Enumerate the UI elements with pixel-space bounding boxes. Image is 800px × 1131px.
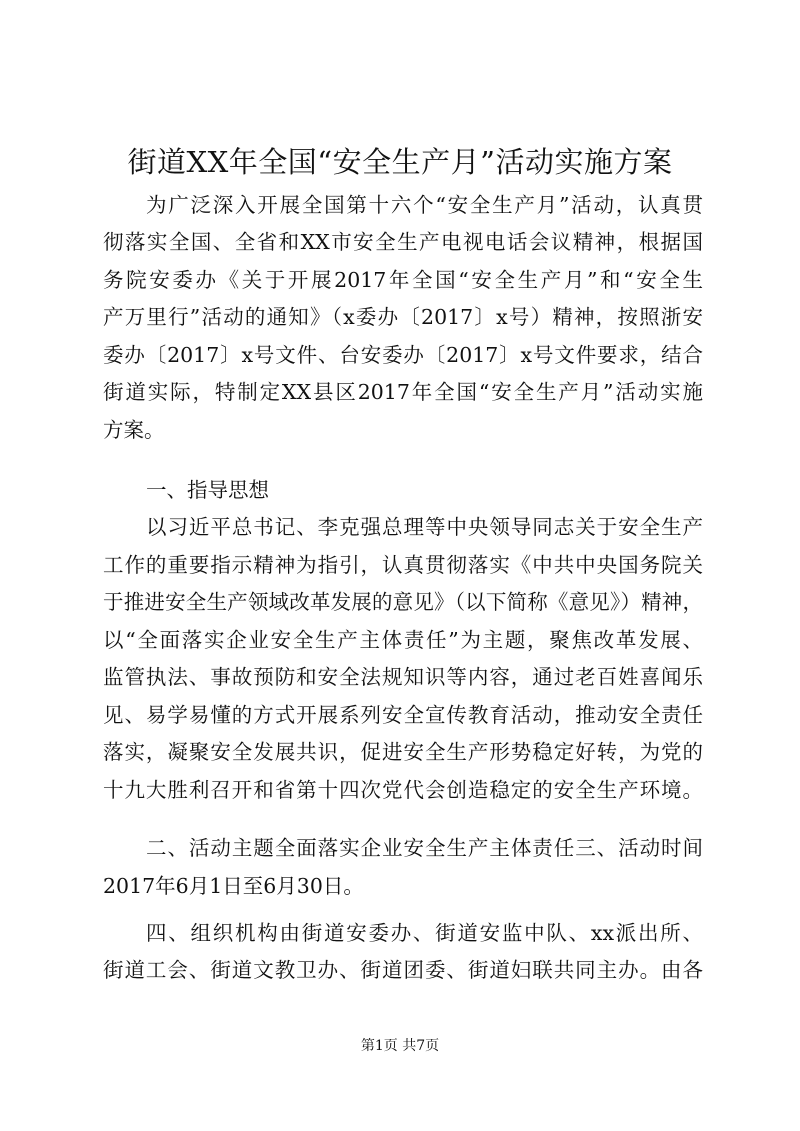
document-title: 街道XX年全国“安全生产月”活动实施方案	[127, 145, 673, 179]
section-heading: 二、活动主题全面落实企业安全生产主体责任三、活动时间	[146, 836, 703, 860]
paragraph-line: 彻落实全国、全省和XX市安全生产电视电话会议精神，根据国	[103, 230, 703, 254]
section-heading: 四、组织机构由街道安委办、街道安监中队、xx派出所、	[146, 921, 703, 945]
paragraph-line: 落实，凝聚安全发展共识，促进安全生产形势稳定好转，为党的	[103, 740, 703, 764]
paragraph-line: 见、易学易懂的方式开展系列安全宣传教育活动，推动安全责任	[103, 703, 703, 727]
paragraph-line: 务院安委办《关于开展2017年全国“安全生产月”和“安全生	[103, 268, 703, 292]
paragraph-line: 十九大胜利召开和省第十四次党代会创造稳定的安全生产环境。	[103, 778, 703, 802]
paragraph-line: 委办〔2017〕x号文件、台安委办〔2017〕x号文件要求，结合	[103, 343, 703, 367]
page-number-footer: 第1页 共7页	[360, 1038, 440, 1054]
paragraph-line: 方案。	[103, 418, 165, 442]
paragraph-line: 监管执法、事故预防和安全法规知识等内容，通过老百姓喜闻乐	[103, 665, 703, 689]
paragraph-line: 街道工会、街道文教卫办、街道团委、街道妇联共同主办。由各	[103, 958, 703, 982]
paragraph-line: 产万里行”活动的通知》（x委办〔2017〕x号）精神，按照浙安	[103, 305, 703, 329]
paragraph-line: 为广泛深入开展全国第十六个“安全生产月”活动，认真贯	[146, 193, 703, 217]
paragraph-line: 以习近平总书记、李克强总理等中央领导同志关于安全生产	[146, 515, 703, 539]
paragraph-line: 以“全面落实企业安全生产主体责任”为主题，聚焦改革发展、	[103, 628, 703, 652]
paragraph-line: 工作的重要指示精神为指引，认真贯彻落实《中共中央国务院关	[103, 553, 703, 577]
paragraph-line: 于推进安全生产领域改革发展的意见》（以下简称《意见》）精神，	[103, 590, 703, 614]
section-heading: 一、指导思想	[146, 478, 269, 502]
paragraph-line: 2017年6月1日至6月30日。	[103, 874, 364, 898]
paragraph-line: 街道实际，特制定XX县区2017年全国“安全生产月”活动实施	[103, 380, 703, 404]
